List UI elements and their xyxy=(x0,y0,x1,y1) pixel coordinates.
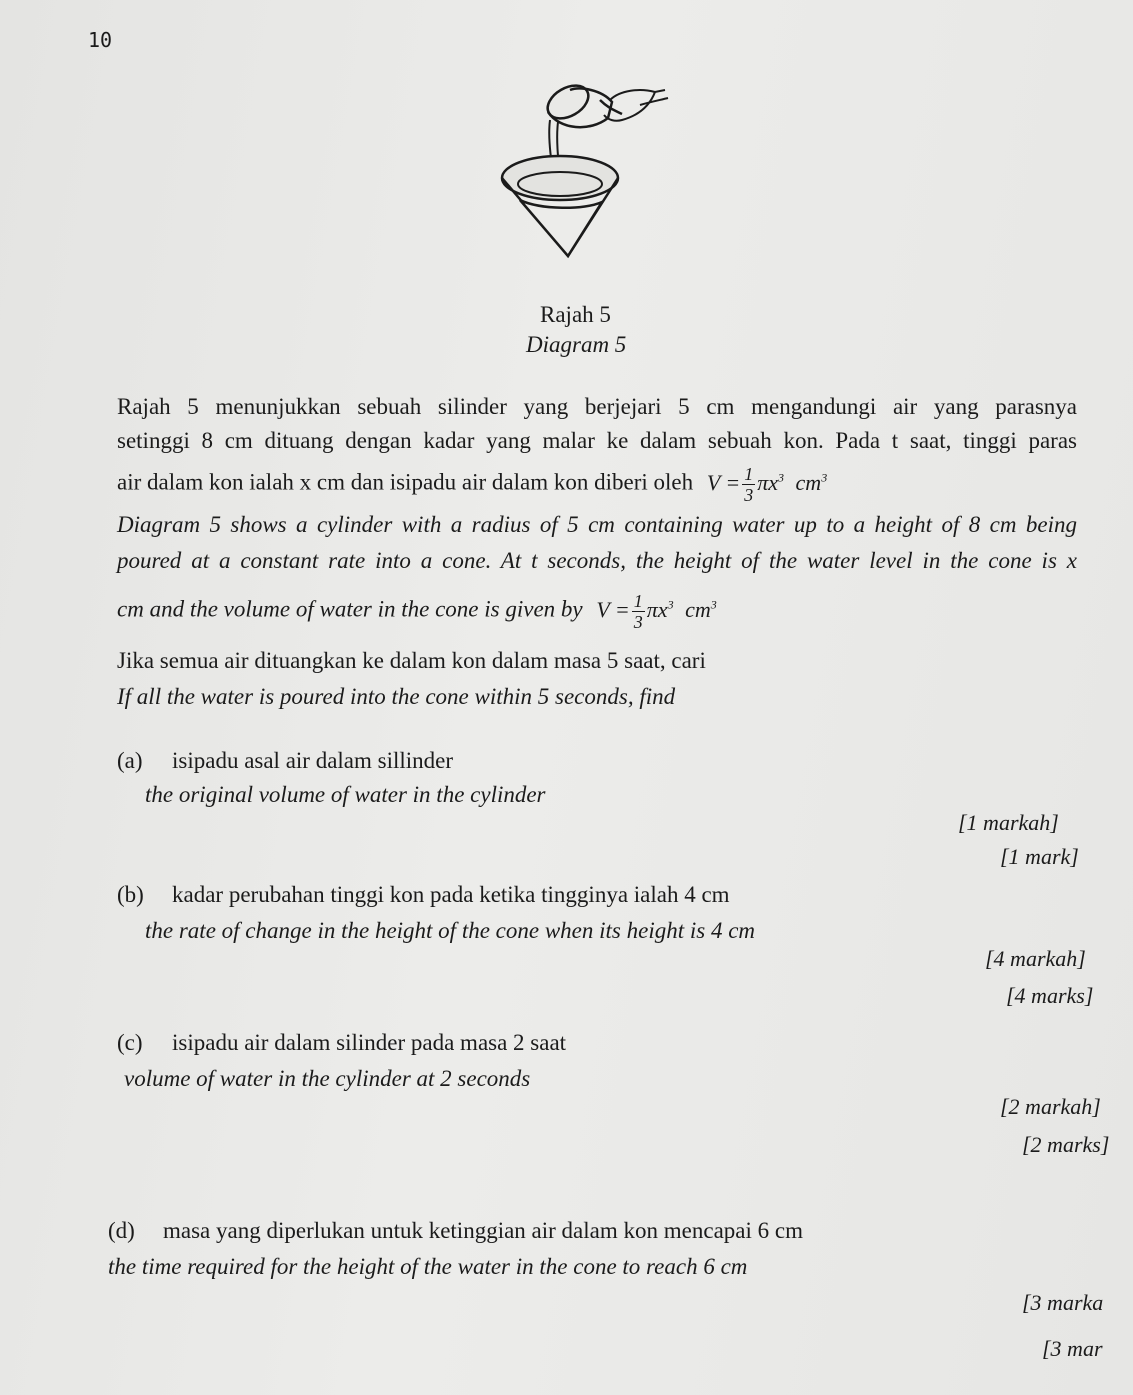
question-a-label: (a) xyxy=(117,748,143,773)
intro-en-line-3-text: cm and the volume of water in the cone is given by xyxy=(117,596,583,622)
volume-formula-en: V = $\frac{1}{3}$ $\pi x^3$ $cm^3$ xyxy=(596,591,717,632)
question-a-marks-en: [1 mark] xyxy=(1000,844,1079,869)
question-a-marks-bm: [1 markah] xyxy=(958,810,1059,835)
intro-en-line-1: Diagram 5 shows a cylinder with a radius of 5 cm containing water up to a height of 8 cm being xyxy=(117,512,1077,537)
volume-formula-bm: V = $\frac{1}{3}$ $\pi x^3$ $cm^3$ xyxy=(706,464,828,505)
question-c-marks-en: [2 marks] xyxy=(1022,1132,1110,1157)
question-a-en: the original volume of water in the cylinder xyxy=(145,782,546,807)
question-b-en: the rate of change in the height of the cone when its height is 4 cm xyxy=(145,918,756,943)
question-b-label: (b) xyxy=(117,882,144,907)
page-number: 10 xyxy=(88,28,113,52)
question-a-bm: isipadu asal air dalam sillinder xyxy=(172,748,454,773)
question-d-en: the time required for the height of the water in the cone to reach 6 cm xyxy=(108,1254,748,1279)
diagram-caption-en: Diagram 5 xyxy=(526,332,627,357)
intro-bm-line-3-text: air dalam kon ialah x cm dan isipadu air dalam kon diberi oleh xyxy=(117,469,694,495)
intro-bm-line-1: Rajah 5 menunjukkan sebuah silinder yang berjejari 5 cm mengandungi air yang parasnya xyxy=(117,394,1077,419)
question-d-marks-en: [3 mar xyxy=(1042,1336,1103,1361)
question-d-bm: masa yang diperlukan untuk ketinggian air dalam kon mencapai 6 cm xyxy=(163,1218,803,1243)
intro-en-line-3 xyxy=(117,592,717,631)
question-c-marks-bm: [2 markah] xyxy=(1000,1094,1101,1119)
question-b-bm: kadar perubahan tinggi kon pada ketika tingginya ialah 4 cm xyxy=(172,882,730,907)
instruction-bm: Jika semua air dituangkan ke dalam kon dalam masa 5 saat, cari xyxy=(117,648,706,673)
question-c-bm: isipadu air dalam silinder pada masa 2 saat xyxy=(172,1030,567,1055)
intro-en-line-2: poured at a constant rate into a cone. At t seconds, the height of the water level in the cone is x xyxy=(117,548,1077,573)
question-b-marks-en: [4 marks] xyxy=(1006,983,1094,1008)
question-d-marks-bm: [3 marka xyxy=(1022,1290,1104,1315)
cone-pouring-diagram xyxy=(490,60,690,260)
question-b-marks-bm: [4 markah] xyxy=(985,946,1086,971)
question-c-label: (c) xyxy=(117,1030,143,1055)
intro-bm-line-2: setinggi 8 cm dituang dengan kadar yang malar ke dalam sebuah kon. Pada t saat, tinggi paras xyxy=(117,428,1077,453)
question-d-label: (d) xyxy=(108,1218,135,1243)
question-c-en: volume of water in the cylinder at 2 seconds xyxy=(124,1066,531,1091)
intro-bm-line-3 xyxy=(117,465,827,504)
diagram-caption-bm: Rajah 5 xyxy=(540,302,611,327)
cone-icon xyxy=(502,156,618,256)
instruction-en: If all the water is poured into the cone within 5 seconds, find xyxy=(117,684,676,709)
hand-icon xyxy=(604,90,668,121)
